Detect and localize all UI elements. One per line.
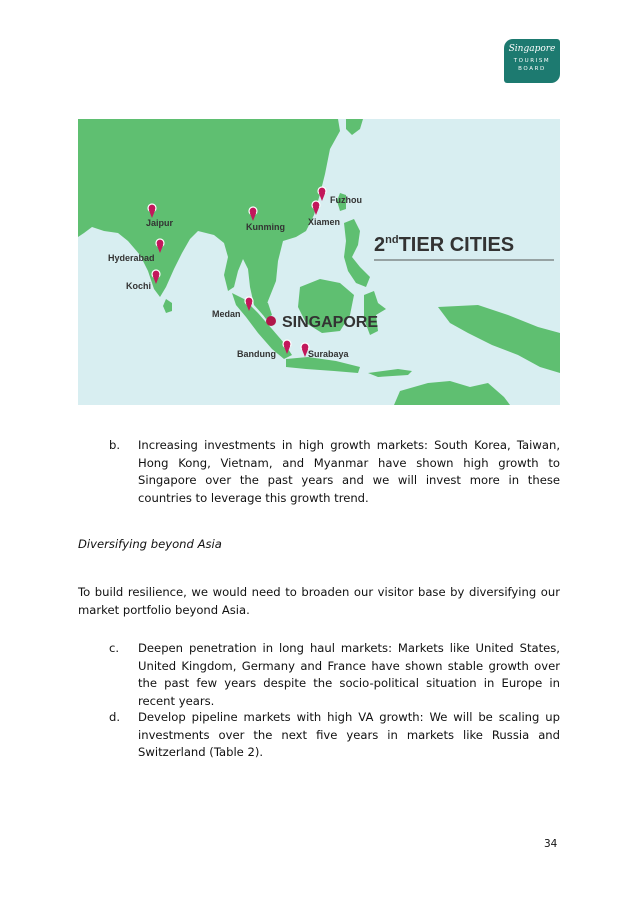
city-label-bandung: Bandung (237, 349, 276, 359)
tier-title-sup: nd (385, 234, 399, 246)
list-label-c: c. (109, 641, 120, 655)
city-label-kunming: Kunming (246, 222, 285, 232)
singapore-label: SINGAPORE (282, 314, 379, 331)
logo-line-3: BOARD (518, 66, 546, 72)
logo-line-2: TOURISM (513, 58, 551, 64)
logo-line-1: Singapore (508, 44, 556, 54)
city-label-medan: Medan (212, 309, 241, 319)
list-label-b: b. (109, 438, 121, 452)
tier-title-rest: TIER CITIES (398, 234, 515, 256)
list-item-c-text: Deepen penetration in long haul markets: Markets like United States, United Kingdom, Germany and France have shown stable growth over the past few years despite the socio-political situation in Europe in recent years. (138, 641, 560, 708)
city-label-jaipur: Jaipur (146, 218, 174, 228)
list-item-d-text: Develop pipeline markets with high VA growth: We will be scaling up investments over the next five years in markets like Russia and Switzerland (Table 2). (138, 710, 560, 760)
list-item-b-text: Increasing investments in high growth markets: South Korea, Taiwan, Hong Kong, Vietnam, and Myanmar have shown high growth to Singapore over the past years and we will invest more in these countries to leverage this growth trend. (138, 438, 560, 505)
tier-title-ordinal: 2 (374, 234, 386, 256)
section-heading: Diversifying beyond Asia (78, 537, 222, 551)
singapore-hub-dot (266, 316, 276, 326)
city-label-surabaya: Surabaya (308, 349, 349, 359)
list-label-d: d. (109, 710, 121, 724)
city-label-hyderabad: Hyderabad (108, 253, 155, 263)
page-number: 34 (544, 838, 558, 850)
city-label-fuzhou: Fuzhou (330, 195, 362, 205)
singapore-tourism-board-logo (504, 39, 560, 83)
city-label-kochi: Kochi (126, 281, 152, 291)
intro-paragraph: To build resilience, we would need to broaden our visitor base by diversifying our market portfolio beyond Asia. (78, 585, 560, 617)
second-tier-cities-map (78, 119, 560, 405)
city-label-xiamen: Xiamen (308, 217, 341, 227)
